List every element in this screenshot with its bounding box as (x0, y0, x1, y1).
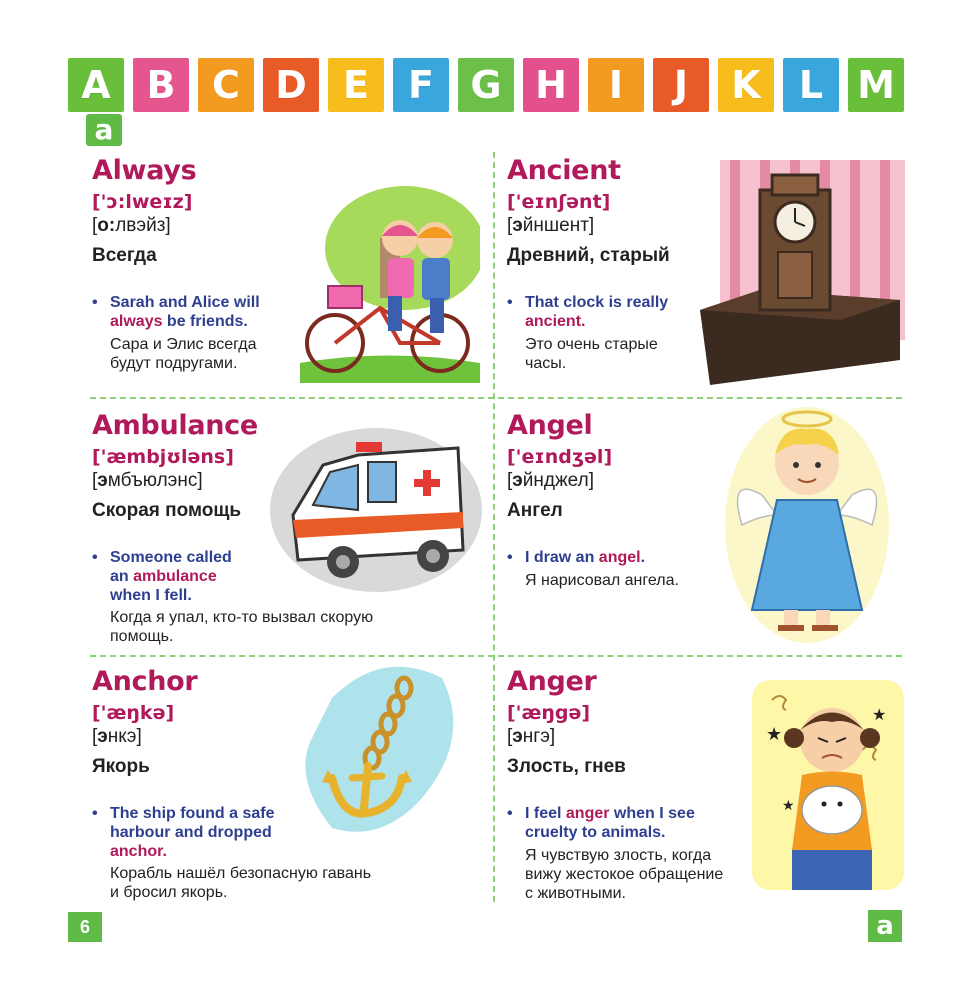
alphabet-tile-k[interactable]: K (718, 58, 774, 112)
example-line: always be friends. (110, 313, 248, 330)
translation-line: Это очень старые (525, 336, 658, 353)
ancient-clock-illustration (700, 160, 905, 385)
translation-line: Я нарисовал ангела. (525, 572, 679, 589)
section-letter-badge: a (86, 114, 122, 146)
svg-text:★: ★ (872, 707, 887, 724)
entry-word: Angel (507, 410, 593, 441)
example-line: cruelty to animals. (525, 824, 666, 841)
angel-illustration (722, 405, 892, 645)
example-line: That clock is really (525, 294, 669, 311)
entry-word: Always (92, 155, 197, 186)
alphabet-tile-h[interactable]: H (523, 58, 579, 112)
girls-on-bicycle-illustration (300, 178, 480, 383)
entry-ipa: ['eɪnʃənt] (507, 191, 611, 213)
entry-example: • That clock is really ancient. (507, 294, 669, 330)
example-line: Someone called (110, 549, 232, 566)
entry-example: • Sarah and Alice will always be friends. (92, 294, 260, 330)
example-line: harbour and dropped (110, 824, 272, 841)
translation-line: и бросил якорь. (110, 884, 228, 901)
entry-transliteration: [энкэ] (92, 726, 142, 747)
anchor-illustration (292, 658, 467, 843)
entry-russian: Всегда (92, 245, 157, 266)
alphabet-tile-j[interactable]: J (653, 58, 709, 112)
translation-line: с животными. (525, 885, 626, 902)
example-line: The ship found a safe (110, 805, 275, 822)
entry-ipa: ['ɔ:lweɪz] (92, 191, 193, 213)
svg-text:★: ★ (766, 724, 783, 744)
alphabet-tile-e[interactable]: E (328, 58, 384, 112)
alphabet-tile-m[interactable]: M (848, 58, 904, 112)
row-divider-1 (90, 397, 902, 399)
translation-line: Я чувствую злость, когда (525, 847, 712, 864)
entry-ipa: ['æŋgə] (507, 702, 591, 724)
translation-line: помощь. (110, 628, 174, 645)
entry-transliteration: [о:лвэйз] (92, 215, 171, 236)
svg-text:★: ★ (782, 797, 795, 813)
example-line: Sarah and Alice will (110, 294, 260, 311)
entry-word: Ancient (507, 155, 621, 186)
alphabet-tile-i[interactable]: I (588, 58, 644, 112)
alphabet-strip (68, 58, 904, 112)
entry-transliteration: [энгэ] (507, 726, 556, 747)
alphabet-tile-g[interactable]: G (458, 58, 514, 112)
entry-ipa: ['æmbjʊləns] (92, 446, 234, 468)
entry-ipa: ['æŋkə] (92, 702, 175, 724)
alphabet-tile-l[interactable]: L (783, 58, 839, 112)
entry-transliteration: [эмбъюлэнс] (92, 470, 203, 491)
alphabet-tile-c[interactable]: C (198, 58, 254, 112)
example-line: when I fell. (110, 587, 192, 604)
entry-example: • The ship found a safe harbour and dropped anchor. (92, 805, 275, 860)
page-number: 6 (68, 912, 102, 942)
entry-ipa: ['eɪndʒəl] (507, 446, 613, 468)
translation-line: Когда я упал, кто-то вызвал скорую (110, 609, 374, 626)
alphabet-tile-b[interactable]: B (133, 58, 189, 112)
row-divider-2 (90, 655, 902, 657)
entry-transliteration: [эйнджел] (507, 470, 594, 491)
example-line: anchor. (110, 843, 167, 860)
ambulance-illustration (268, 420, 483, 595)
entry-transliteration: [эйншент] (507, 215, 595, 236)
angry-girl-illustration (752, 680, 904, 890)
entry-example: • I draw an angel. (507, 549, 646, 566)
entry-example: • I feel anger when I see cruelty to animals. (507, 805, 695, 841)
translation-line: часы. (525, 355, 567, 372)
translation-line: Корабль нашёл безопасную гавань (110, 865, 372, 882)
entry-word: Anchor (92, 666, 198, 697)
example-line: an ambulance (110, 568, 217, 585)
alphabet-tile-f[interactable]: F (393, 58, 449, 112)
translation-line: будут подругами. (110, 355, 238, 372)
alphabet-tile-a[interactable]: A (68, 58, 124, 112)
entry-russian: Злость, гнев (507, 756, 626, 777)
entry-russian: Древний, старый (507, 245, 670, 266)
alphabet-tile-d[interactable]: D (263, 58, 319, 112)
entry-example: • Someone called an ambulance when I fell. (92, 549, 232, 604)
entry-word: Ambulance (92, 410, 258, 441)
column-divider (493, 152, 495, 902)
corner-letter-badge: a (868, 910, 902, 942)
entry-russian: Скорая помощь (92, 500, 242, 521)
translation-line: Сара и Элис всегда (110, 336, 257, 353)
translation-line: вижу жестокое обращение (525, 866, 724, 883)
entry-russian: Якорь (92, 756, 150, 777)
example-line: I feel anger when I see (525, 805, 695, 822)
entry-word: Anger (507, 666, 597, 697)
entry-russian: Ангел (507, 500, 563, 521)
example-line: I draw an angel. (525, 549, 646, 566)
example-line: ancient. (525, 313, 586, 330)
